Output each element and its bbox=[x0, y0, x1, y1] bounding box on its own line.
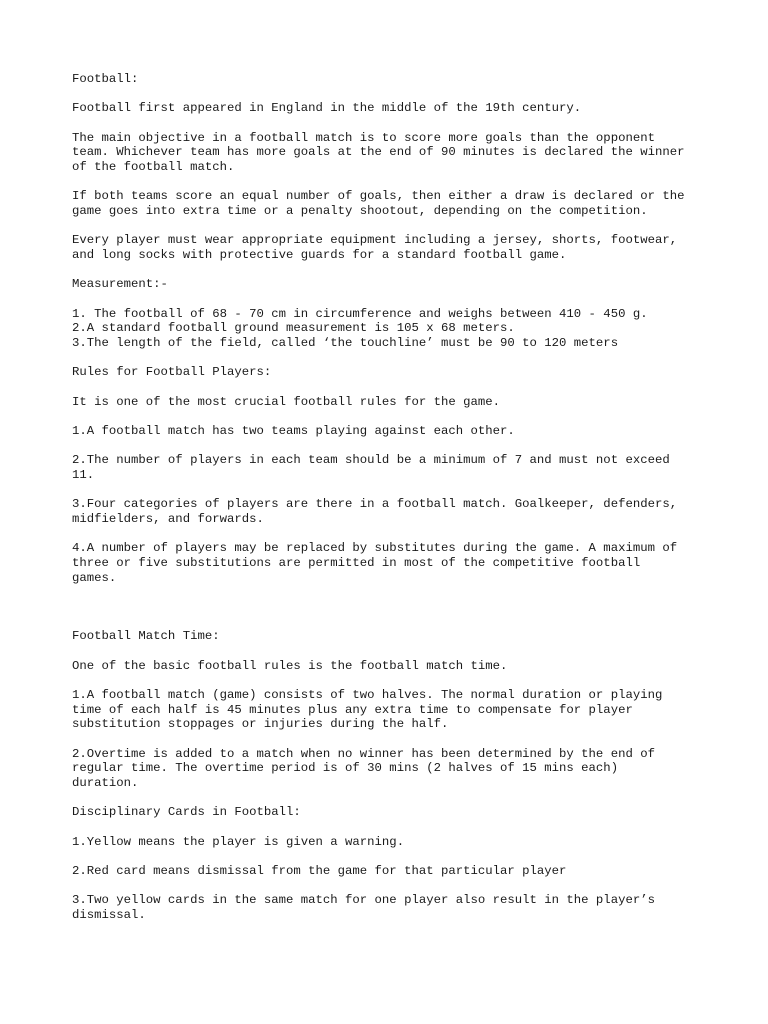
section-heading-cards bbox=[72, 805, 712, 820]
list-item bbox=[72, 688, 712, 732]
text-line: The main objective in a football match is to score more goals than the opponent bbox=[72, 130, 655, 145]
text-line: 1.Yellow means the player is given a warning. bbox=[72, 834, 405, 849]
text-line: 11. bbox=[72, 467, 95, 482]
text-line: 2.Red card means dismissal from the game for that particular player bbox=[72, 863, 567, 878]
text-line: 4.A number of players may be replaced by substitutes during the game. A maximum of bbox=[72, 541, 678, 556]
text-line: regular time. The overtime period is of 30 mins (2 halves of 15 mins each) bbox=[72, 761, 619, 776]
text-line: Every player must wear appropriate equipment including a jersey, shorts, footwear, bbox=[72, 233, 678, 248]
text-line: 3.Two yellow cards in the same match for one player also result in the player’s bbox=[72, 893, 655, 908]
text-line: Football first appeared in England in the middle of the 19th century. bbox=[72, 101, 582, 116]
text-line: 2.Overtime is added to a match when no winner has been determined by the end of bbox=[72, 746, 655, 761]
measurement-list bbox=[72, 307, 712, 351]
list-item bbox=[72, 864, 712, 879]
text-line: dismissal. bbox=[72, 907, 146, 922]
list-item: 2.A standard football ground measurement is 105 x 68 meters. bbox=[72, 321, 515, 336]
text-line: and long socks with protective guards for a standard football game. bbox=[72, 248, 567, 262]
section-heading-rules bbox=[72, 365, 712, 380]
text-line: Disciplinary Cards in Football: bbox=[72, 805, 301, 820]
text-line: 1.A football match (game) consists of two halves. The normal duration or playing bbox=[72, 687, 663, 702]
text-line: midfielders, and forwards. bbox=[72, 511, 264, 526]
text-line: 3.Four categories of players are there in a football match. Goalkeeper, defenders, bbox=[72, 497, 678, 512]
text-line: Measurement:- bbox=[72, 277, 168, 292]
text-line: Rules for Football Players: bbox=[72, 365, 272, 380]
text-line: game goes into extra time or a penalty shootout, depending on the competition. bbox=[72, 204, 648, 218]
paragraph-equipment bbox=[72, 233, 712, 262]
text-line: Football Match Time: bbox=[72, 629, 220, 644]
text-line: of the football match. bbox=[72, 160, 235, 174]
section-heading-football bbox=[72, 72, 712, 87]
text-line: 1.A football match has two teams playing against each other. bbox=[72, 423, 515, 438]
section-heading-match-time bbox=[72, 629, 712, 644]
text-line: One of the basic football rules is the football match time. bbox=[72, 658, 508, 673]
list-item bbox=[72, 747, 712, 791]
list-item bbox=[72, 424, 712, 439]
text-line: three or five substitutions are permitted in most of the competitive football bbox=[72, 555, 641, 570]
document-page bbox=[72, 72, 712, 937]
list-item bbox=[72, 497, 712, 526]
text-line: 2.The number of players in each team should be a minimum of 7 and must not exceed bbox=[72, 453, 670, 468]
text-line: games. bbox=[72, 570, 117, 585]
list-item: 1. The football of 68 - 70 cm in circumference and weighs between 410 - 450 g. bbox=[72, 306, 648, 321]
section-heading-measurement bbox=[72, 277, 712, 292]
list-item bbox=[72, 453, 712, 482]
text-line: substitution stoppages or injuries during the half. bbox=[72, 717, 449, 732]
paragraph-rules-intro bbox=[72, 395, 712, 410]
paragraph-draw bbox=[72, 189, 712, 218]
text-line: team. Whichever team has more goals at the end of 90 minutes is declared the winner bbox=[72, 145, 685, 160]
text-line: duration. bbox=[72, 775, 139, 790]
text-line: It is one of the most crucial football rules for the game. bbox=[72, 394, 501, 409]
list-item bbox=[72, 541, 712, 585]
blank-space bbox=[72, 600, 712, 629]
list-item: 3.The length of the field, called ‘the touchline’ must be 90 to 120 meters bbox=[72, 336, 619, 350]
list-item bbox=[72, 893, 712, 922]
paragraph-match-time-intro bbox=[72, 659, 712, 674]
text-line: time of each half is 45 minutes plus any extra time to compensate for player bbox=[72, 702, 633, 717]
text-line: Football: bbox=[72, 72, 139, 86]
paragraph-objective bbox=[72, 131, 712, 175]
paragraph-history bbox=[72, 101, 712, 116]
list-item bbox=[72, 835, 712, 850]
text-line: If both teams score an equal number of goals, then either a draw is declared or the bbox=[72, 189, 685, 204]
